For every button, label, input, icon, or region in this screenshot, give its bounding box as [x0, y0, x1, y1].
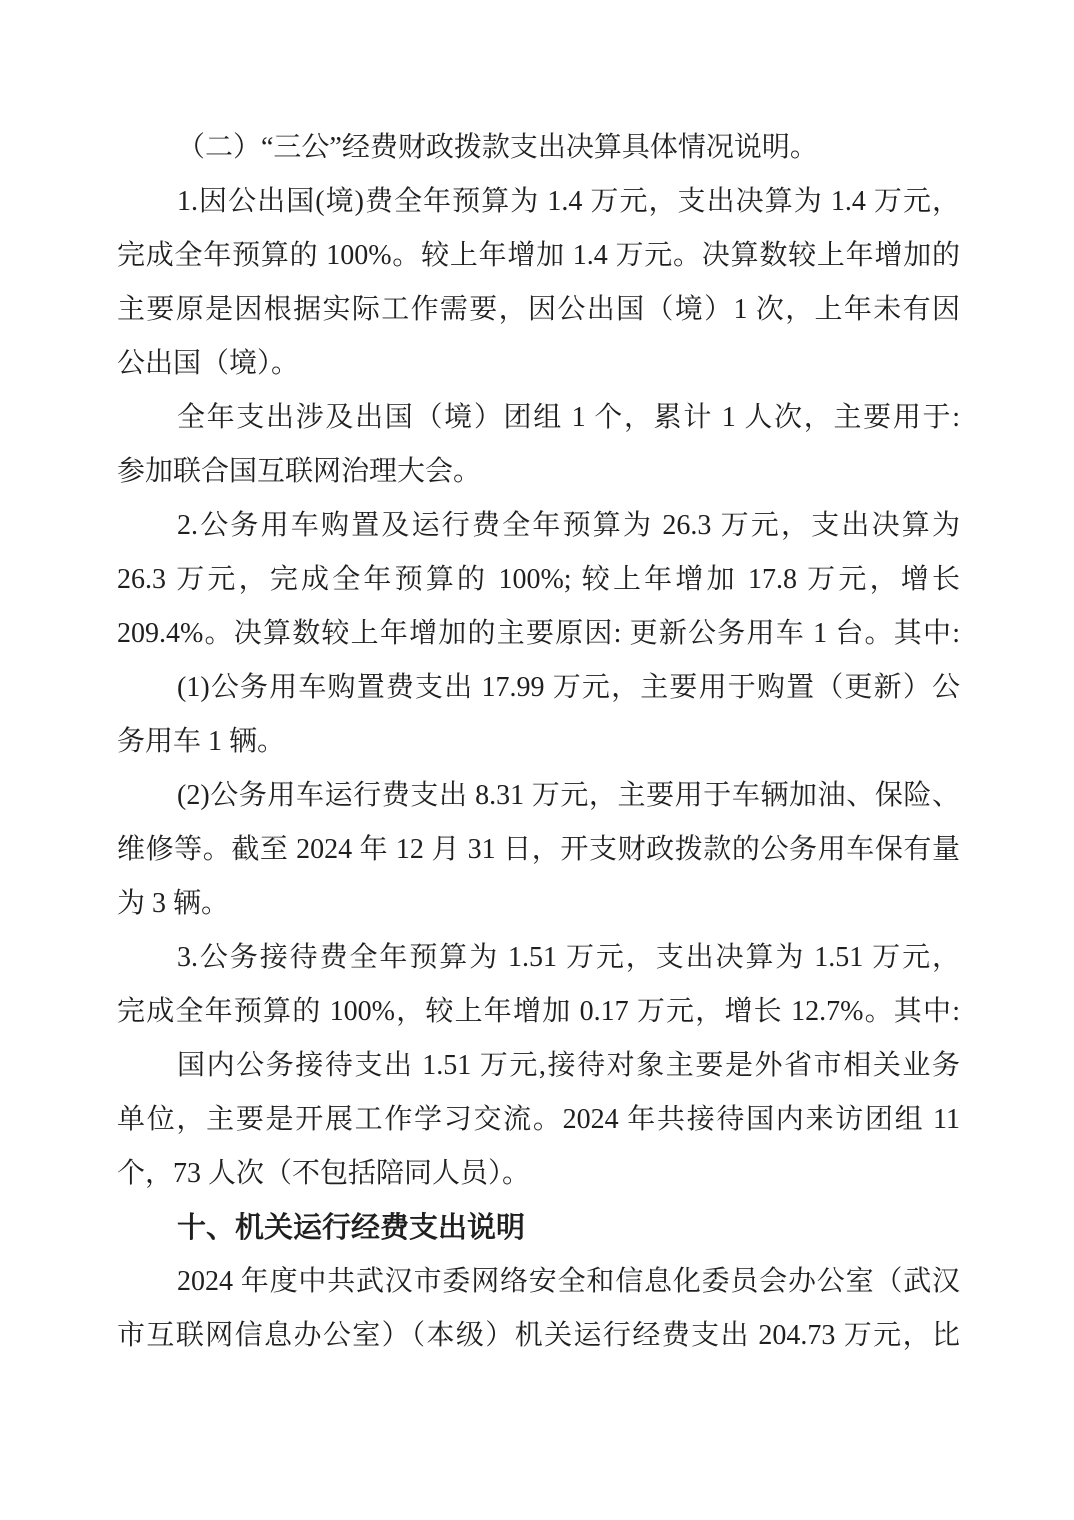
- text-line: 国内公务接待支出 1.51 万元,接待对象主要是外省市相关业务: [177, 1050, 960, 1081]
- text-line: 2.公务用车购置及运行费全年预算为 26.3 万元，支出决算为: [177, 510, 960, 541]
- text-line: 单位，主要是开展工作学习交流。2024 年共接待国内来访团组 11: [117, 1104, 960, 1135]
- text-line: 主要原是因根据实际工作需要，因公出国（境）1 次，上年未有因: [117, 294, 960, 325]
- text-line: 市互联网信息办公室）（本级）机关运行经费支出 204.73 万元，比: [117, 1320, 960, 1351]
- text-line: 3.公务接待费全年预算为 1.51 万元，支出决算为 1.51 万元，: [177, 942, 960, 973]
- subsection-heading: （二）“三公”经费财政拨款支出决算具体情况说明。: [177, 132, 818, 163]
- text-line: 为 3 辆。: [117, 888, 230, 919]
- text-line: 参加联合国互联网治理大会。: [117, 456, 482, 487]
- text-line: 公出国（境）。: [117, 348, 300, 379]
- text-line: 维修等。截至 2024 年 12 月 31 日，开支财政拨款的公务用车保有量: [117, 834, 960, 865]
- text-line: 全年支出涉及出国（境）团组 1 个，累计 1 人次，主要用于:: [177, 402, 960, 433]
- document-page: [117, 121, 960, 1363]
- text-line: 个，73 人次（不包括陪同人员）。: [117, 1158, 531, 1189]
- text-line: 完成全年预算的 100%。较上年增加 1.4 万元。决算数较上年增加的: [117, 240, 960, 271]
- text-line: 209.4%。决算数较上年增加的主要原因: 更新公务用车 1 台。其中:: [117, 618, 960, 649]
- text-line: 完成全年预算的 100%，较上年增加 0.17 万元，增长 12.7%。其中:: [117, 996, 960, 1027]
- text-line: (1)公务用车购置费支出 17.99 万元，主要用于购置（更新）公: [177, 672, 960, 703]
- text-line: 2024 年度中共武汉市委网络安全和信息化委员会办公室（武汉: [177, 1266, 960, 1297]
- text-line: 26.3 万元，完成全年预算的 100%; 较上年增加 17.8 万元，增长: [117, 564, 960, 595]
- text-line: 务用车 1 辆。: [117, 726, 286, 757]
- section-heading: 十、机关运行经费支出说明: [177, 1212, 526, 1244]
- text-line: (2)公务用车运行费支出 8.31 万元，主要用于车辆加油、保险、: [177, 780, 960, 811]
- text-line: 1.因公出国(境)费全年预算为 1.4 万元，支出决算为 1.4 万元，: [177, 186, 960, 217]
